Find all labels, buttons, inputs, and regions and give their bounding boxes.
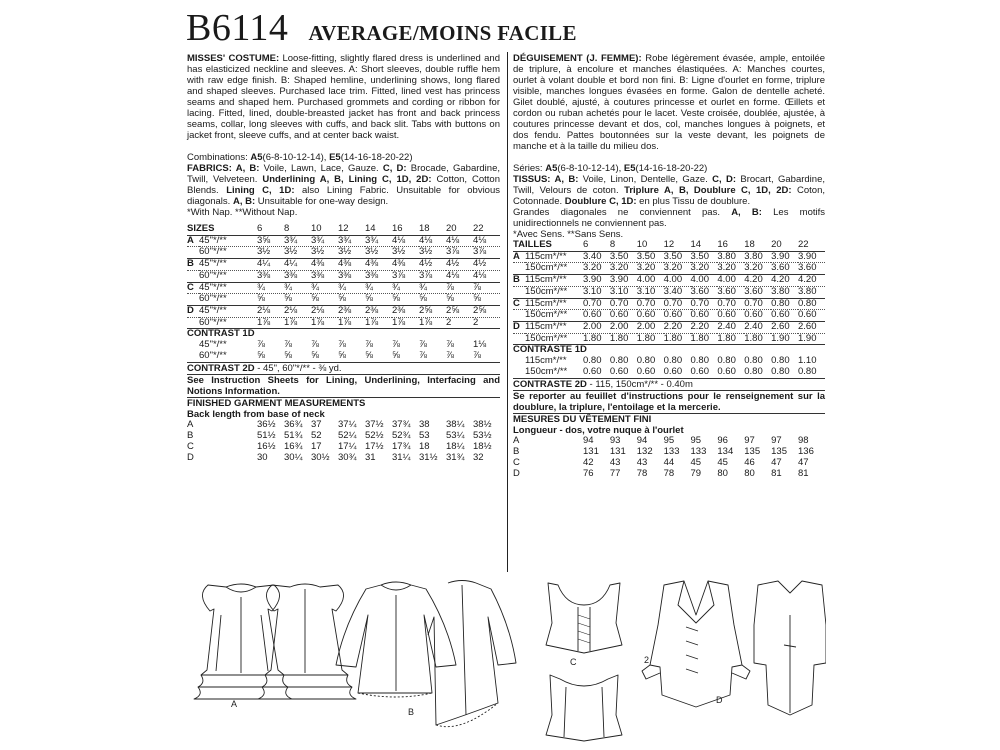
yardage-row: D 45"*/** 2⅛ 2⅛ 2⅛ 2⅜ 2⅜ 2⅜ 2⅝ 2⅝ 2⅝ (187, 305, 500, 317)
measurements-table (187, 420, 500, 463)
fabrics-fr: TISSUS: A, B: Voile, Linon, Dentelle, Gaze. C, D: Brocart, Gabardine, Twill, Velours de coton. Triplure A, B, Doublure C, 1D, 2D: Coton, Cotonnade. Doublure C, 1D: en plus Tissu de doublure. (513, 174, 825, 207)
dress-a-back-drawing (258, 584, 356, 699)
view-label-c: C (570, 657, 577, 667)
difficulty-level: AVERAGE/MOINS FACILE (308, 21, 577, 45)
yardage-row: A 45"*/** 3⅝ 3¾ 3¾ 3¾ 3¾ 4⅛ 4⅛ 4⅛ 4⅛ (187, 235, 500, 247)
contrast-1d-label-row: CONTRASTE 1D (513, 345, 825, 356)
measurement-row: D 76 77 78 78 79 80 80 81 81 (513, 467, 809, 479)
measurement-row: D 30 30¼ 30½ 30¾ 31 31¼ 31½ 31¾ 32 (187, 451, 484, 463)
garment-illustrations (186, 575, 826, 747)
yardage-row: 60"*/** ⅝ ⅝ ⅝ ⅝ ⅝ ⅝ ⅝ ⅝ ⅝ (187, 294, 500, 306)
yardage-row: D 115cm*/** 2.00 2.00 2.00 2.20 2.20 2.40 2.40 2.60 2.60 (513, 321, 825, 333)
pattern-number: B6114 (186, 7, 289, 49)
contrast-1d-label-row: CONTRAST 1D (187, 329, 500, 340)
sizes-header-row: SIZES 6 8 10 12 14 16 18 20 22 (187, 223, 484, 234)
yardage-row: A 115cm*/** 3.40 3.50 3.50 3.50 3.50 3.80 3.80 3.90 3.90 (513, 251, 825, 263)
yardage-row: C 115cm*/** 0.70 0.70 0.70 0.70 0.70 0.70 0.70 0.80 0.80 (513, 298, 825, 310)
measurement-row: A 94 93 94 95 95 96 97 97 98 (513, 435, 809, 447)
vest-c-front-drawing (546, 583, 622, 653)
measurements-table-fr (513, 436, 825, 479)
series-fr: Séries: A5(6-8-10-12-14), E5(14-16-18-20-22) (513, 163, 708, 174)
english-column (187, 53, 500, 463)
description: MISSES' COSTUME: Loose-fitting, slightly flared dress is underlined and has elasticized neckline and sleeves. A: Short sleeves, double ruffle hem with raw edge finish. B: Shaped hemline, underlining shows, long flared and shaped sleeves. Purchased lace trim. Fitted, lined vest has princess seams and shaped hem. Purchased grommets and cording or ribbon for lacing. Fitted, lined, double-breasted jacket has front and back princess seams, collar, long sleeves with cuffs, and back slit. Tabs with buttons on jacket front, sleeve cuffs, and at center back waist. (187, 53, 500, 141)
finished-title: FINISHED GARMENT MEASUREMENTS (187, 398, 366, 410)
diagonal-note-fr: Grandes diagonales ne conviennent pas. A, B: Les motifs unidirectionnels ne conviennent pas. (513, 207, 825, 229)
french-column (513, 53, 825, 479)
description-fr: DÉGUISEMENT (J. FEMME): Robe légèrement évasée, ample, entoilée de triplure, à encolure et manches élastiquées. A: Manches courtes, ourlet à volant double et bord non fini. B: Ligne d'ourlet en forme, triplure visible, manches longues évasées en forme. Galon de dentelle acheté. Gilet doublé, ajusté, à coutures princesse et ourlet en forme. Œillets et cordon ou ruban achetés pour le lacet. Veste croisée, doublée, ajustée, à coutures princesse devant et dos, col, manches longues à poignets, et dos fendu. Pattes boutonnées sur la veste devant, les poignets de manche et à la taille du milieu dos. (513, 53, 825, 152)
contrast-1d-row: 60"*/** ⅝ ⅝ ⅝ ⅝ ⅝ ⅝ ⅞ ⅞ ⅞ (199, 349, 481, 361)
yardage-table-fr (513, 240, 825, 377)
yardage-row: C 45"*/** ¾ ¾ ¾ ¾ ¾ ¾ ¾ ⅞ ⅞ (187, 282, 500, 294)
contrast-2d-fr: CONTRASTE 2D - 115, 150cm*/** - 0.40m (513, 379, 693, 391)
tab-label-2: 2 (644, 655, 650, 665)
view-label-a: A (231, 699, 238, 709)
jacket-d-front-drawing (642, 581, 750, 707)
contrast-1d-row: 150cm*/** 0.60 0.60 0.60 0.60 0.60 0.60 0.80 0.80 0.80 (525, 365, 817, 377)
dress-b-front-drawing (336, 582, 456, 697)
column-divider (507, 52, 508, 572)
yardage-row: 150cm*/** 0.60 0.60 0.60 0.60 0.60 0.60 0.60 0.60 0.60 (513, 310, 825, 322)
fabrics: FABRICS: A, B: Voile, Lawn, Lace, Gauze. C, D: Brocade, Gabardine, Twill, Velveteen. Underlining A, B, Lining C, 1D, 2D: Cotton, Cotton Blends. Lining C, 1D: also Lining Fabric. Unsuitable for obvious diagonals. A, B: Unsuitable for one-way design. (187, 163, 501, 207)
measurement-row: B 51½ 51¾ 52 52¼ 52½ 52¾ 53 53¼ 53½ (187, 430, 492, 442)
pattern-header (186, 6, 577, 48)
instruction-note-fr: Se reporter au feuillet d'instructions pour le renseignement sur la doublure, la triplure, l'entoilage et la mercerie. (513, 391, 825, 414)
yardage-row: B 45"*/** 4¼ 4¼ 4⅜ 4⅜ 4⅜ 4⅜ 4½ 4½ 4½ (187, 259, 500, 271)
sizes-header-row: TAILLES 6 8 10 12 14 16 18 20 22 (513, 239, 809, 250)
back-length-label-fr: Longueur - dos, votre nuque à l'ourlet (513, 425, 684, 437)
nap-note-fr: *Avec Sens. **Sans Sens. (513, 229, 624, 240)
measurement-row: B 131 131 132 133 133 134 135 135 136 (513, 446, 814, 458)
measurement-row: C 42 43 43 44 45 45 46 47 47 (513, 456, 809, 468)
back-length-label: Back length from base of neck (187, 409, 325, 421)
yardage-table (187, 224, 500, 361)
measurement-row: C 16½ 16¾ 17 17¼ 17½ 17¾ 18 18¼ 18½ (187, 440, 492, 452)
contrast-1d-row: 45"*/** ⅞ ⅞ ⅞ ⅞ ⅞ ⅞ ⅞ ⅞ 1⅛ (199, 339, 487, 351)
contrast-1d-row: 115cm*/** 0.80 0.80 0.80 0.80 0.80 0.80 0.80 0.80 1.10 (525, 355, 817, 367)
combinations: Combinations: A5(6-8-10-12-14), E5(14-16-18-20-22) (187, 152, 413, 163)
vest-c-back-drawing (546, 675, 622, 741)
yardage-row: 150cm*/** 1.80 1.80 1.80 1.80 1.80 1.80 1.80 1.90 1.90 (513, 333, 825, 345)
dress-b-back-drawing (428, 581, 516, 727)
measurement-row: A 36½ 36¾ 37 37¼ 37½ 37¾ 38 38¼ 38½ (187, 419, 492, 431)
yardage-row: 60"*/** 1⅞ 1⅞ 1⅞ 1⅞ 1⅞ 1⅞ 1⅞ 2 2 (187, 317, 500, 329)
yardage-row: B 115cm*/** 3.90 3.90 4.00 4.00 4.00 4.00 4.20 4.20 4.20 (513, 275, 825, 287)
finished-title-fr: MESURES DU VÊTEMENT FINI (513, 414, 652, 426)
view-label-b: B (408, 707, 415, 717)
dress-a-front-drawing (194, 584, 292, 699)
yardage-row: 60"*/** 3½ 3½ 3½ 3½ 3½ 3½ 3½ 3⅞ 3⅞ (187, 247, 500, 259)
nap-note: *With Nap. **Without Nap. (187, 207, 298, 218)
contrast-2d: CONTRAST 2D - 45", 60"*/** - ⅜ yd. (187, 363, 342, 375)
yardage-row: 150cm*/** 3.20 3.20 3.20 3.20 3.20 3.20 3.20 3.60 3.60 (513, 263, 825, 275)
jacket-d-back-drawing (754, 581, 826, 715)
yardage-row: 60"*/** 3⅜ 3⅜ 3⅜ 3⅜ 3⅜ 3⅞ 3⅞ 4⅛ 4⅛ (187, 270, 500, 282)
yardage-row: 150cm*/** 3.10 3.10 3.10 3.40 3.60 3.60 3.60 3.80 3.80 (513, 286, 825, 298)
view-label-d: D (716, 695, 723, 705)
instruction-note: See Instruction Sheets for Lining, Underlining, Interfacing and Notions Information. (187, 375, 500, 398)
